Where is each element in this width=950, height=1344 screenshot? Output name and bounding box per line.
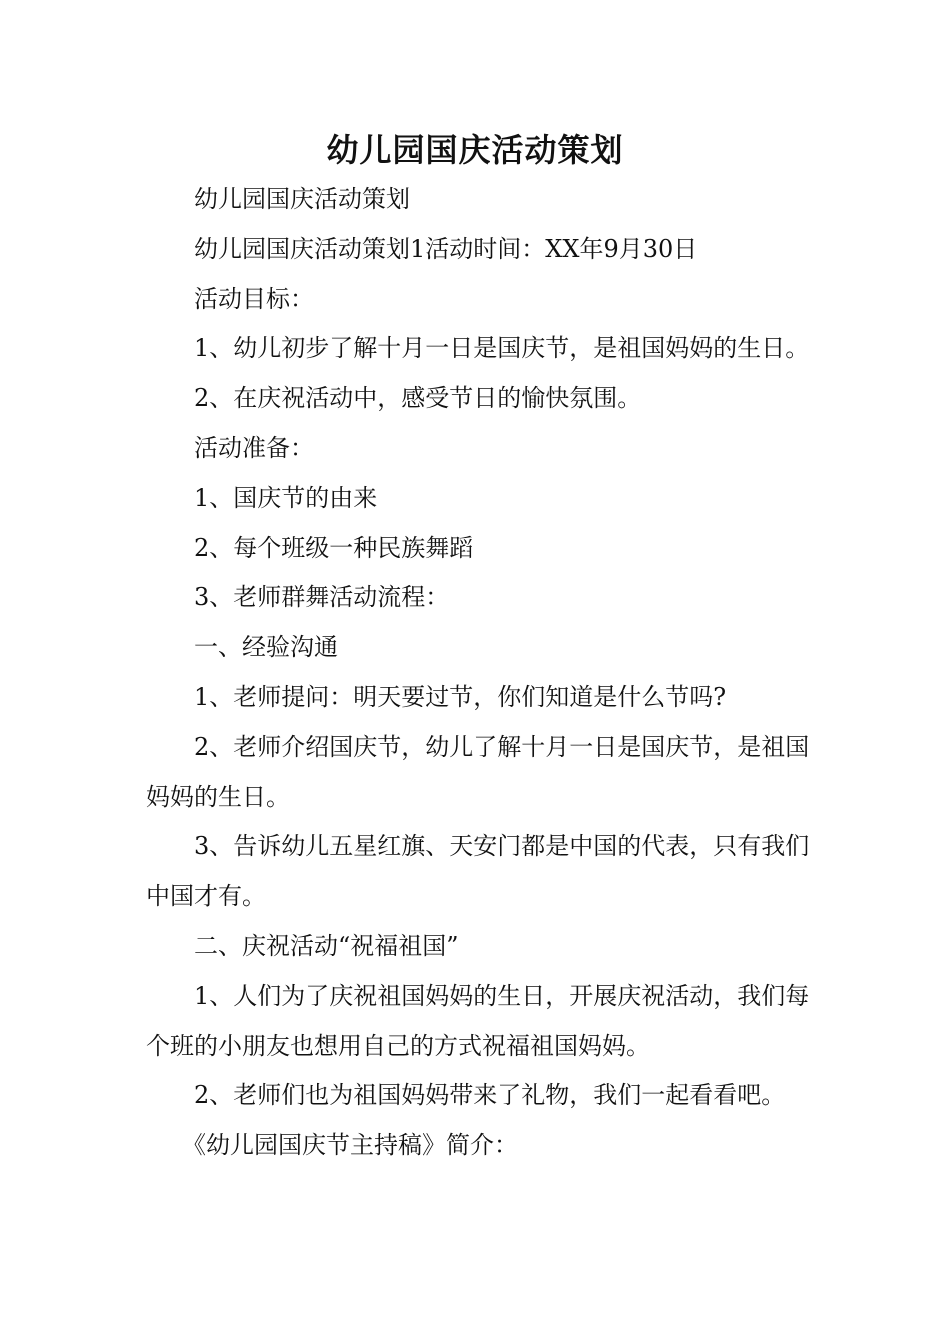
paragraph: 幼儿园国庆活动策划 [194, 185, 410, 213]
paragraph: 2、老师们也为祖国妈妈带来了礼物，我们一起看看吧。 [194, 1081, 786, 1110]
paragraph: 2、在庆祝活动中，感受节日的愉快氛围。 [194, 384, 642, 413]
paragraph: 活动准备： [194, 433, 314, 462]
paragraph: 2、老师介绍国庆节，幼儿了解十月一日是国庆节，是祖国妈妈的生日。 [146, 732, 810, 811]
paragraph: 二、庆祝活动“祝福祖国” [194, 931, 459, 960]
document-body [146, 175, 812, 1171]
paragraph: 活动目标： [194, 284, 314, 313]
paragraph: 1、老师提问：明天要过节，你们知道是什么节吗? [194, 682, 727, 711]
paragraph: 一、经验沟通 [194, 633, 338, 662]
paragraph: 幼儿园国庆活动策划1活动时间：XX年9月30日 [194, 234, 698, 263]
paragraph: 1、人们为了庆祝祖国妈妈的生日，开展庆祝活动，我们每个班的小朋友也想用自己的方式祝福祖国妈妈。 [146, 981, 810, 1060]
paragraph: 2、每个班级一种民族舞蹈 [194, 533, 474, 562]
paragraph: 3、老师群舞活动流程： [194, 583, 450, 612]
paragraph: 3、告诉幼儿五星红旗、天安门都是中国的代表，只有我们中国才有。 [146, 832, 810, 911]
paragraph: 1、国庆节的由来 [194, 483, 378, 512]
paragraph: 1、幼儿初步了解十月一日是国庆节，是祖国妈妈的生日。 [194, 334, 810, 363]
document-title: 幼儿园国庆活动策划 [326, 131, 624, 169]
paragraph: 《幼儿园国庆节主持稿》简介： [182, 1131, 518, 1160]
